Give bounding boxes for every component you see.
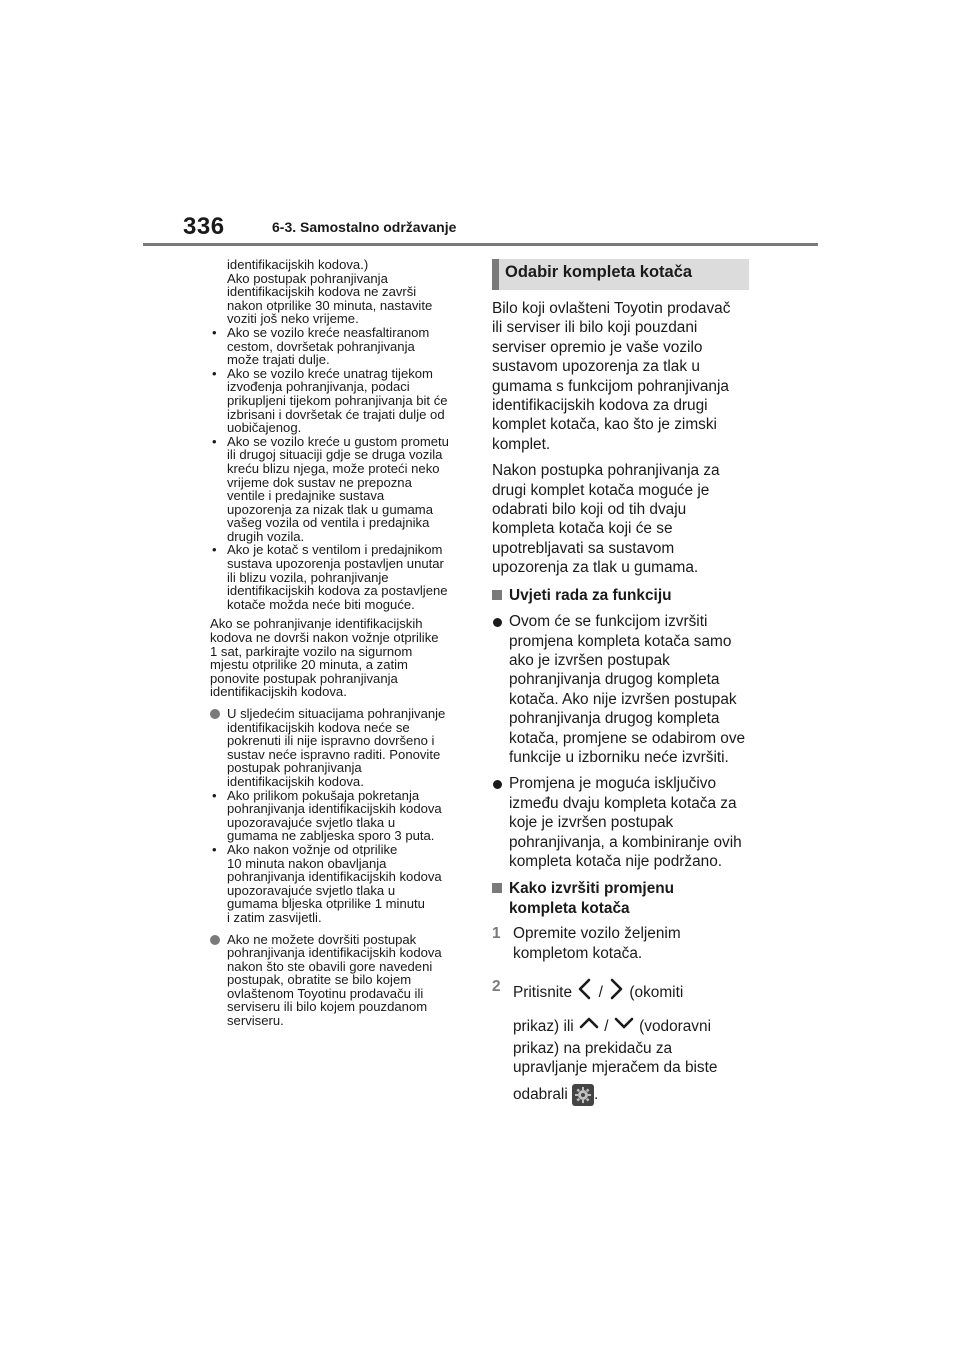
- chevron-left-icon: [576, 977, 594, 1009]
- bullet-dot-icon: [493, 780, 502, 789]
- text-line: komplet.: [492, 435, 551, 453]
- text-line: gumama ne zabljeska sporo 3 puta.: [227, 828, 435, 844]
- continued-text: [210, 258, 466, 326]
- text-line: prikupljeni tijekom pohranjivanja bit će: [227, 392, 448, 408]
- step-item: [492, 924, 762, 963]
- bullet-marker: •: [212, 787, 217, 803]
- bullet-marker: •: [212, 841, 217, 857]
- text-line: identifikacijskih kodova.): [227, 257, 369, 272]
- square-bullet-icon: [492, 883, 502, 893]
- subheading-text: Uvjeti rada za funkciju: [509, 586, 672, 604]
- chevron-right-icon: [607, 977, 625, 1009]
- text-line: ili serviser ili bilo koji pouzdani: [492, 319, 698, 337]
- text-line: upotrebljavati sa sustavom: [492, 539, 675, 557]
- text-line: izvođenja pohranjivanja, podaci: [227, 379, 410, 395]
- text-line: Ako se vozilo kreće u gustom prometu: [227, 433, 449, 449]
- settings-gear-icon: [572, 1084, 594, 1106]
- note-item: [210, 707, 466, 789]
- text-line: mjestu otprilike 20 minuta, a zatim: [210, 657, 408, 673]
- subheading: [492, 879, 762, 918]
- text-line: nakon otprilike 30 minuta, nastavite: [227, 297, 433, 313]
- text-line: kotača. Ako nije izvršen postupak: [509, 690, 737, 708]
- text-line: pohranjivanja identifikacijskih kodova: [227, 869, 442, 885]
- bullet-marker: •: [212, 542, 217, 558]
- text-line: Ako nakon vožnje od otprilike: [227, 841, 398, 857]
- text-line: serviseru.: [227, 1013, 284, 1029]
- text-line: ako je izvršen postupak: [509, 651, 670, 669]
- text-line: Nakon postupka pohranjivanja za: [492, 462, 720, 480]
- text-line: cestom, dovršetak pohranjivanja: [227, 338, 415, 354]
- text-line: upozoravajuće svjetlo tlaka u: [227, 814, 396, 830]
- text-line: Ako prilikom pokušaja pokretanja: [227, 787, 420, 803]
- text-line: identifikacijskih kodova.: [227, 773, 364, 789]
- text-line: komplet kotača, kao što je zimski: [492, 416, 717, 434]
- bullet-item: [210, 326, 466, 367]
- text-line: serviseru ili bilo kojem pouzdanom: [227, 999, 428, 1015]
- bullet-item: [210, 367, 466, 435]
- bullet-marker: •: [212, 365, 217, 381]
- bullet-item: [492, 612, 762, 767]
- text-line: ventile i predajnike sustava: [227, 488, 385, 504]
- text-line: serviser opremio je vaše vozilo: [492, 338, 703, 356]
- bullet-item: [210, 789, 466, 843]
- text-line: sustavom upozorenja za tlak u: [492, 358, 700, 376]
- text-fragment: Pritisnite: [513, 984, 573, 1002]
- text-line: drugi komplet kotača moguće je: [492, 481, 710, 499]
- text-line: pohranjivanja, a kombiniranje ovih: [509, 833, 742, 851]
- text-line: postupak, obratite se bilo kojem: [227, 972, 412, 988]
- text-line: upravljanje mjeračem da biste: [513, 1059, 718, 1077]
- subheading-text: Kako izvršiti promjenu: [509, 880, 675, 898]
- paragraph: [492, 461, 762, 577]
- bullet-item: [492, 774, 762, 871]
- text-line: kompleta kotača nije podržano.: [509, 852, 723, 870]
- circle-bullet-icon: [210, 709, 220, 719]
- bullet-item: [210, 543, 466, 611]
- text-line: identifikacijskih kodova ne završi: [227, 284, 417, 300]
- section-title: 6-3. Samostalno održavanje: [272, 219, 457, 235]
- text-line: kotače možda neće biti moguće.: [227, 596, 415, 612]
- text-line: nakon što ste obavili gore navedeni: [227, 958, 433, 974]
- text-line: gumama s funkcijom pohranjivanja: [492, 377, 729, 395]
- text-line: Promjena je moguća isključivo: [509, 775, 717, 793]
- square-bullet-icon: [492, 590, 502, 600]
- text-line: identifikacijskih kodova za postavljene: [227, 583, 448, 599]
- text-line: može trajati dulje.: [227, 352, 330, 368]
- text-line: odabrati bilo koji od tih dvaju: [492, 501, 687, 519]
- subheading-text: kompleta kotača: [509, 899, 630, 917]
- text-fragment: prikaz) ili: [513, 1018, 574, 1036]
- text-line: pokrenuti ili nije ispravno dovršeno i: [227, 733, 435, 749]
- text-line: pohranjivanja identifikacijskih kodova: [227, 801, 442, 817]
- right-column: [492, 259, 762, 1108]
- text-line: vrijeme dok sustav ne prepozna: [227, 474, 412, 490]
- text-line: Ako se pohranjivanje identifikacijskih: [210, 616, 423, 632]
- text-line: ili blizu vozila, pohranjivanje: [227, 569, 389, 585]
- text-fragment: odabrali: [513, 1085, 568, 1103]
- circle-bullet-icon: [210, 935, 220, 945]
- bullet-marker: •: [212, 324, 217, 340]
- chevron-down-icon: [613, 1015, 635, 1039]
- text-line: identifikacijskih kodova neće se: [227, 719, 410, 735]
- text-line: kodova ne dovrši nakon vožnje otprilike: [210, 630, 439, 646]
- text-line: sustav neće ispravno raditi. Ponovite: [227, 746, 441, 762]
- heading-accent-bar: [492, 259, 499, 290]
- note-item: [210, 933, 466, 1028]
- paragraph: [210, 617, 466, 699]
- header-rule: [143, 243, 818, 246]
- section-heading: [492, 259, 749, 290]
- bullet-item: [210, 435, 466, 544]
- text-line: upozorenja za nizak tlak u gumama: [227, 501, 433, 517]
- text-line: kompleta kotača koji će se: [492, 520, 673, 538]
- heading-text: Odabir kompleta kotača: [505, 263, 693, 281]
- page-number: 336: [183, 213, 225, 240]
- text-line: upozoravajuće svjetlo tlaka u: [227, 882, 396, 898]
- text-line: Ako je kotač s ventilom i predajnikom: [227, 542, 443, 558]
- step-number: 1: [492, 925, 501, 943]
- text-line: Ako se vozilo kreće neasfaltiranom: [227, 324, 430, 340]
- text-line: izbrisani i dovršetak će trajati dulje od: [227, 406, 445, 422]
- text-line: upozorenja za tlak u gumama.: [492, 559, 699, 577]
- text-line: gumama bljeska otprilike 1 minutu: [227, 896, 425, 912]
- text-line: vašeg vozila od ventila i predajnika: [227, 515, 430, 531]
- step-item: [492, 977, 762, 1108]
- text-fragment: (okomiti: [629, 984, 684, 1002]
- text-line: Ako se vozilo kreće unatrag tijekom: [227, 365, 433, 381]
- text-line: i zatim zasvijetli.: [227, 909, 322, 925]
- text-line: promjena kompleta kotača samo: [509, 632, 732, 650]
- paragraph: [492, 299, 762, 454]
- chevron-up-icon: [578, 1015, 600, 1039]
- text-line: funkcije u izborniku neće izvršiti.: [509, 748, 729, 766]
- text-line: Ako postupak pohranjivanja: [227, 270, 388, 286]
- text-line: postupak pohranjivanja: [227, 760, 362, 776]
- text-line: 1 sat, parkirajte vozilo na sigurnom: [210, 643, 413, 659]
- text-line: ovlaštenom Toyotinu prodavaču ili: [227, 985, 424, 1001]
- text-fragment: /: [604, 1018, 609, 1036]
- text-line: pohranjivanja drugog kompleta: [509, 671, 720, 689]
- text-line: kompletom kotača.: [513, 944, 643, 962]
- text-line: Ako ne možete dovršiti postupak: [227, 931, 417, 947]
- text-fragment: .: [594, 1085, 599, 1103]
- text-line: kreću blizu njega, može proteći neko: [227, 460, 440, 476]
- text-fragment: /: [598, 984, 603, 1002]
- text-line: kotača, promjene se odabirom ove: [509, 729, 746, 747]
- bullet-dot-icon: [493, 618, 502, 627]
- text-line: U sljedećim situacijama pohranjivanje: [227, 706, 446, 721]
- text-line: prikaz) na prekidaču za: [513, 1040, 673, 1058]
- text-fragment: (vodoravni: [639, 1018, 711, 1036]
- text-line: identifikacijskih kodova za drugi: [492, 397, 708, 415]
- text-line: Opremite vozilo željenim: [513, 925, 681, 943]
- text-line: identifikacijskih kodova.: [210, 684, 347, 700]
- text-line: između dvaju kompleta kotača za: [509, 794, 737, 812]
- bullet-item: [210, 843, 466, 925]
- text-line: pohranjivanja identifikacijskih kodova: [227, 945, 442, 961]
- text-line: ili drugoj situaciji gdje se druga vozila: [227, 447, 443, 463]
- text-line: Ovom će se funkcijom izvršiti: [509, 613, 708, 631]
- text-line: ponovite postupak pohranjivanja: [210, 670, 398, 686]
- text-line: sustava upozorenja postavljen unutar: [227, 556, 444, 572]
- text-line: 10 minuta nakon obavljanja: [227, 855, 387, 871]
- text-line: voziti još neko vrijeme.: [227, 311, 359, 327]
- left-column: [210, 258, 466, 1028]
- step-number: 2: [492, 978, 501, 995]
- text-line: koje je izvršen postupak: [509, 814, 674, 832]
- text-line: pohranjivanja drugog kompleta: [509, 710, 720, 728]
- text-line: Bilo koji ovlašteni Toyotin prodavač: [492, 300, 731, 317]
- text-line: drugih vozila.: [227, 528, 305, 544]
- text-line: uobičajenog.: [227, 420, 302, 436]
- bullet-marker: •: [212, 433, 217, 449]
- subheading: [492, 586, 762, 605]
